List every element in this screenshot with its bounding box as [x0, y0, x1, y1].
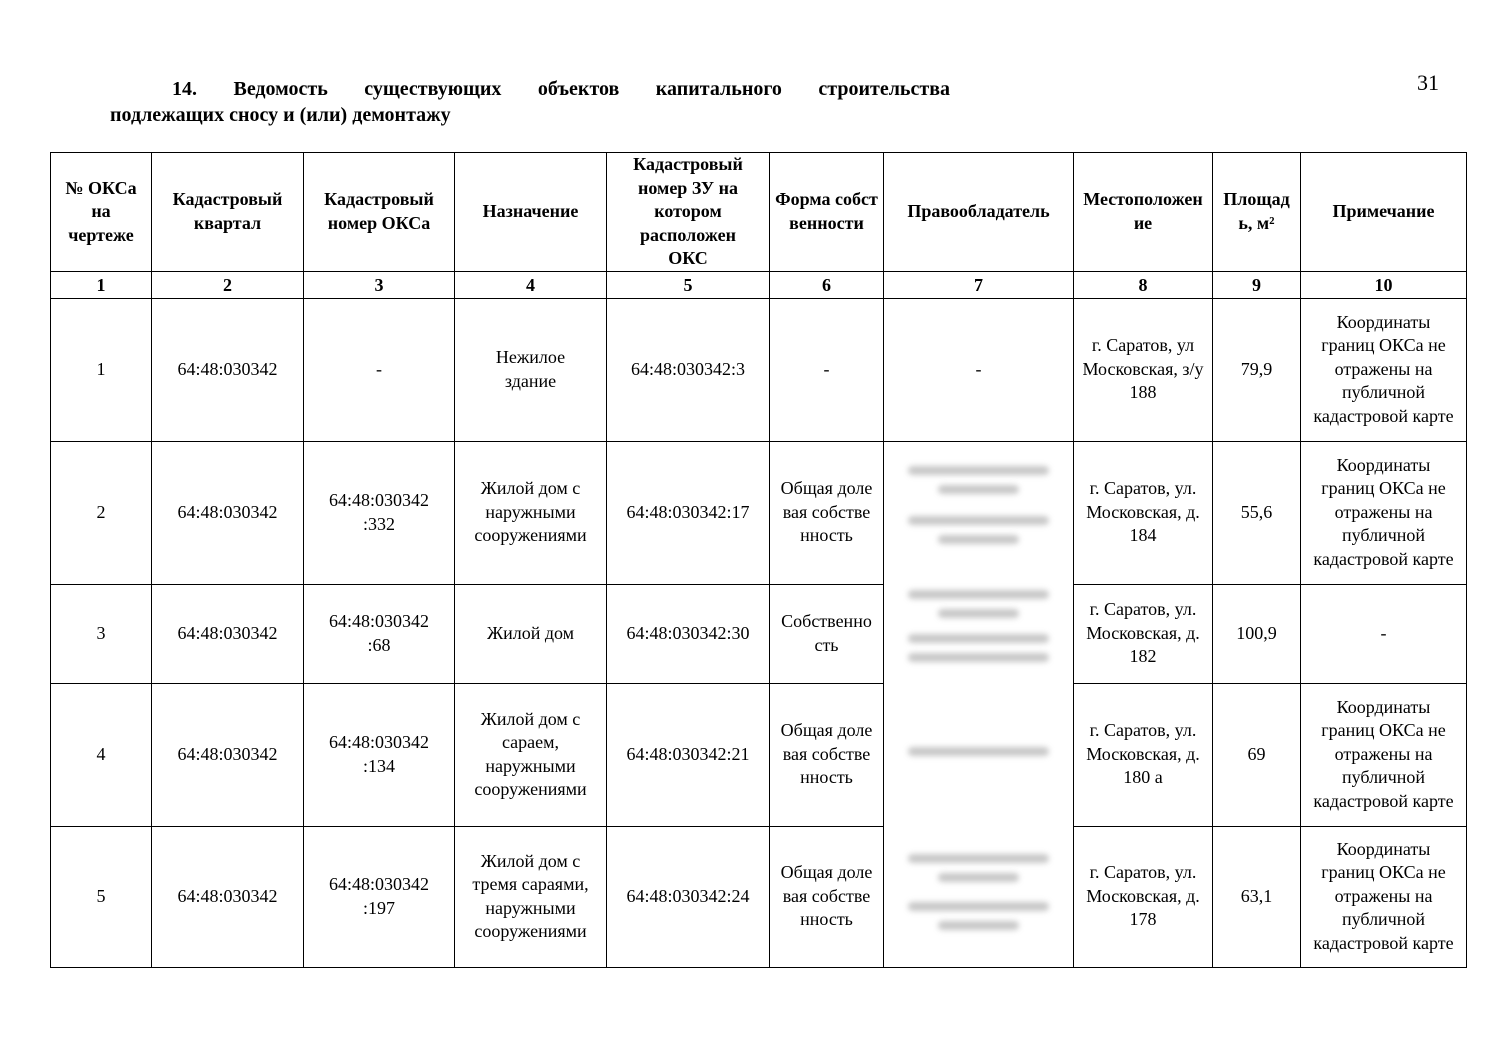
- note-cell: Координаты границ ОКСа не отражены на публичной кадастровой карте: [1301, 441, 1467, 584]
- cadastral-quarter-cell: 64:48:030342: [152, 683, 304, 826]
- oks-number-cell: 5: [51, 826, 152, 967]
- owner-cell-redacted: [884, 441, 1074, 584]
- title-line-1: 14. Ведомость существующих объектов капитального строительства: [172, 78, 950, 100]
- location-cell: г. Саратов, ул. Московская, д. 184: [1074, 441, 1213, 584]
- purpose-cell: Жилой дом с тремя сараями, наружными сооружениями: [455, 826, 607, 967]
- area-cell: 100,9: [1213, 584, 1301, 683]
- note-cell: Координаты границ ОКСа не отражены на публичной кадастровой карте: [1301, 298, 1467, 441]
- column-number: 5: [607, 271, 770, 298]
- purpose-cell: Нежилое здание: [455, 298, 607, 441]
- oks-number-cell: 2: [51, 441, 152, 584]
- ownership-cell: Общая долевая собственность: [770, 441, 884, 584]
- owner-cell-redacted: [884, 683, 1074, 826]
- redacted-owner-blur: [898, 456, 1059, 571]
- cadastral-quarter-cell: 64:48:030342: [152, 584, 304, 683]
- table-row: [51, 584, 1467, 683]
- ownership-cell: Общая долевая собственность: [770, 683, 884, 826]
- area-cell: 69: [1213, 683, 1301, 826]
- ownership-cell: Общая долевая собственность: [770, 826, 884, 967]
- oks-number-cell: 4: [51, 683, 152, 826]
- column-number: 7: [884, 271, 1074, 298]
- purpose-cell: Жилой дом с сараем, наружными сооружениями: [455, 683, 607, 826]
- table-row: [51, 441, 1467, 584]
- title-line-2: подлежащих сносу и (или) демонтажу: [110, 104, 451, 126]
- table-row: [51, 826, 1467, 967]
- column-number: 2: [152, 271, 304, 298]
- demolition-objects-table: [50, 152, 1467, 968]
- land-cadastral-number-cell: 64:48:030342:30: [607, 584, 770, 683]
- ownership-cell: -: [770, 298, 884, 441]
- header-cell: Кадастровый квартал: [152, 153, 304, 272]
- note-cell: Координаты границ ОКСа не отражены на публичной кадастровой карте: [1301, 683, 1467, 826]
- location-cell: г. Саратов, ул. Московская, д. 178: [1074, 826, 1213, 967]
- land-cadastral-number-cell: 64:48:030342:3: [607, 298, 770, 441]
- oks-cadastral-number-cell: 64:48:030342 :332: [304, 441, 455, 584]
- land-cadastral-number-cell: 64:48:030342:17: [607, 441, 770, 584]
- header-row: [51, 153, 1467, 272]
- oks-cadastral-number-cell: 64:48:030342 :134: [304, 683, 455, 826]
- column-number: 1: [51, 271, 152, 298]
- column-number: 6: [770, 271, 884, 298]
- oks-cadastral-number-cell: -: [304, 298, 455, 441]
- header-cell: № ОКСа на чертеже: [51, 153, 152, 272]
- header-cell: Назначение: [455, 153, 607, 272]
- column-number-row: [51, 271, 1467, 298]
- oks-cadastral-number-cell: 64:48:030342 :68: [304, 584, 455, 683]
- header-cell: Кадастровый номер ЗУ на котором расположен ОКС: [607, 153, 770, 272]
- cadastral-quarter-cell: 64:48:030342: [152, 441, 304, 584]
- table-row: [51, 298, 1467, 441]
- land-cadastral-number-cell: 64:48:030342:24: [607, 826, 770, 967]
- redacted-owner-blur: [898, 584, 1059, 683]
- note-cell: -: [1301, 584, 1467, 683]
- column-number: 3: [304, 271, 455, 298]
- oks-number-cell: 1: [51, 298, 152, 441]
- page-number: 31: [1417, 70, 1439, 95]
- area-cell: 63,1: [1213, 826, 1301, 967]
- cadastral-quarter-cell: 64:48:030342: [152, 298, 304, 441]
- location-cell: г. Саратов, ул. Московская, д. 182: [1074, 584, 1213, 683]
- document-title: [110, 76, 950, 128]
- redacted-owner-blur: [898, 840, 1059, 953]
- header-cell: Примечание: [1301, 153, 1467, 272]
- location-cell: г. Саратов, ул. Московская, д. 180 а: [1074, 683, 1213, 826]
- table-row: [51, 683, 1467, 826]
- purpose-cell: Жилой дом: [455, 584, 607, 683]
- column-number: 10: [1301, 271, 1467, 298]
- owner-cell-redacted: [884, 584, 1074, 683]
- location-cell: г. Саратов, ул Московская, з/у 188: [1074, 298, 1213, 441]
- column-number: 8: [1074, 271, 1213, 298]
- area-cell: 55,6: [1213, 441, 1301, 584]
- ownership-cell: Собственность: [770, 584, 884, 683]
- owner-cell-redacted: [884, 826, 1074, 967]
- header-cell: Правообладатель: [884, 153, 1074, 272]
- purpose-cell: Жилой дом с наружными сооружениями: [455, 441, 607, 584]
- land-cadastral-number-cell: 64:48:030342:21: [607, 683, 770, 826]
- cadastral-quarter-cell: 64:48:030342: [152, 826, 304, 967]
- header-cell: Кадастровый номер ОКСа: [304, 153, 455, 272]
- oks-number-cell: 3: [51, 584, 152, 683]
- owner-cell: -: [884, 298, 1074, 441]
- header-cell: Форма собственности: [770, 153, 884, 272]
- header-cell: Местоположение: [1074, 153, 1213, 272]
- note-cell: Координаты границ ОКСа не отражены на публичной кадастровой карте: [1301, 826, 1467, 967]
- column-number: 9: [1213, 271, 1301, 298]
- area-cell: 79,9: [1213, 298, 1301, 441]
- oks-cadastral-number-cell: 64:48:030342 :197: [304, 826, 455, 967]
- column-number: 4: [455, 271, 607, 298]
- header-cell: Площадь, м²: [1213, 153, 1301, 272]
- redacted-owner-blur: [898, 697, 1059, 812]
